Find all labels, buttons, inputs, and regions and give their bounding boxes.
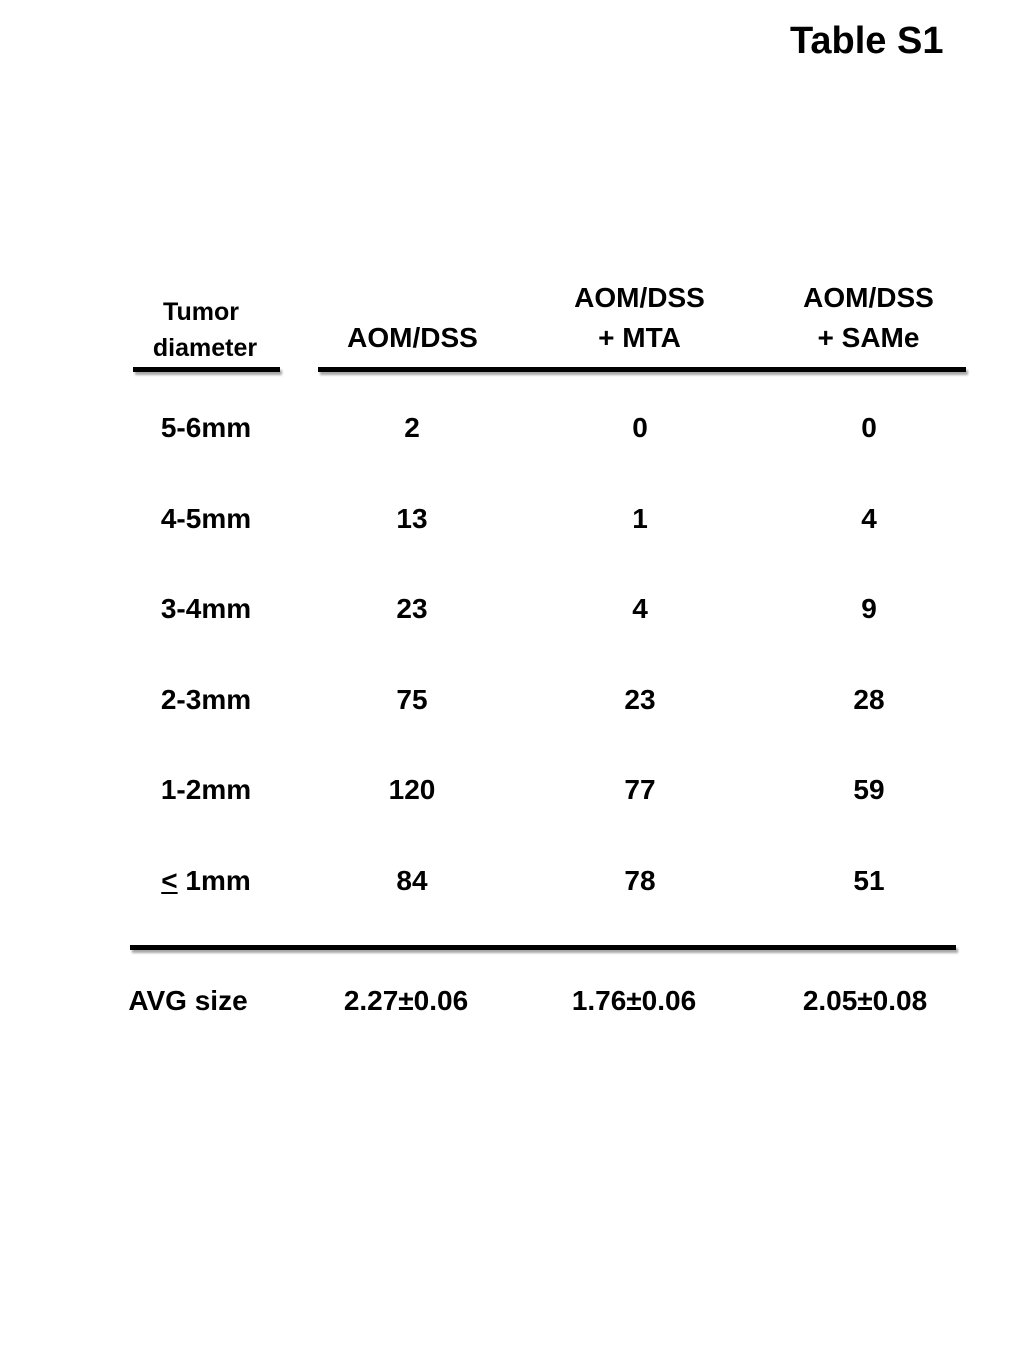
header-rule-values — [318, 367, 966, 372]
summary-label: AVG size — [128, 985, 248, 1016]
summary-mta: 1.76±0.06 — [571, 985, 697, 1016]
row-label-le-1mm — [130, 861, 282, 901]
less-equal-symbol: < — [161, 865, 178, 896]
header-aom-dss-same-line2: + SAMe — [817, 322, 920, 353]
cell-1-2mm-aom-dss: 120 — [388, 774, 436, 805]
cell-le-1mm-aom-dss: 84 — [396, 865, 428, 896]
header-tumor-diameter-line1: Tumor — [163, 298, 239, 326]
cell-3-4mm-same: 9 — [861, 593, 877, 624]
row-label-3-4mm: 3-4mm — [160, 593, 252, 624]
header-aom-dss — [320, 318, 505, 358]
cell-4-5mm-same: 4 — [861, 503, 877, 534]
header-rule-label — [133, 367, 280, 372]
row-label-le-1mm-text: 1mm — [177, 865, 251, 896]
cell-4-5mm-mta: 1 — [632, 503, 648, 534]
cell-5-6mm-mta: 0 — [632, 412, 648, 443]
row-label-4-5mm: 4-5mm — [160, 503, 252, 534]
header-aom-dss-mta-line2: + MTA — [598, 322, 681, 353]
header-aom-dss-same — [776, 278, 961, 358]
cell-5-6mm-same: 0 — [861, 412, 877, 443]
header-aom-dss-line1: AOM/DSS — [347, 322, 478, 353]
cell-3-4mm-mta: 4 — [632, 593, 648, 624]
cell-2-3mm-same: 28 — [853, 684, 885, 715]
header-aom-dss-mta-line1: AOM/DSS — [574, 282, 705, 313]
cell-4-5mm-aom-dss: 13 — [396, 503, 428, 534]
cell-le-1mm-same: 51 — [853, 865, 885, 896]
row-label-2-3mm: 2-3mm — [160, 684, 252, 715]
header-aom-dss-same-line1: AOM/DSS — [803, 282, 934, 313]
row-label-1-2mm: 1-2mm — [160, 774, 252, 805]
cell-1-2mm-mta: 77 — [624, 774, 656, 805]
cell-5-6mm-aom-dss: 2 — [404, 412, 420, 443]
cell-2-3mm-aom-dss: 75 — [396, 684, 428, 715]
summary-aom-dss: 2.27±0.06 — [343, 985, 469, 1016]
cell-3-4mm-aom-dss: 23 — [396, 593, 428, 624]
row-label-5-6mm: 5-6mm — [160, 412, 252, 443]
header-tumor-diameter — [130, 294, 280, 366]
cell-le-1mm-mta: 78 — [624, 865, 656, 896]
cell-2-3mm-mta: 23 — [624, 684, 656, 715]
cell-1-2mm-same: 59 — [853, 774, 885, 805]
table-title: Table S1 — [790, 20, 944, 62]
summary-rule — [130, 945, 956, 950]
header-tumor-diameter-line2: diameter — [152, 334, 258, 362]
summary-same: 2.05±0.08 — [802, 985, 928, 1016]
header-aom-dss-mta — [547, 278, 732, 358]
